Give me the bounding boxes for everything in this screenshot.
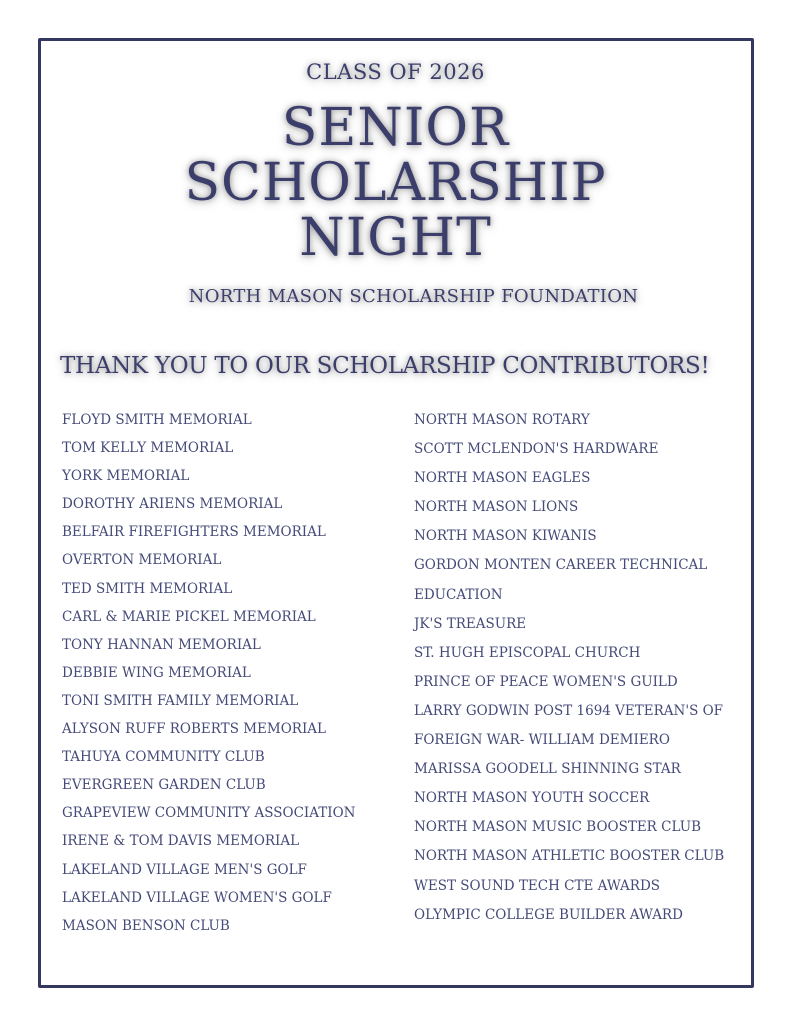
contributor-item: NORTH MASON YOUTH SOCCER bbox=[414, 790, 650, 807]
contributor-item: MASON BENSON CLUB bbox=[62, 917, 230, 934]
contributor-item: LAKELAND VILLAGE MEN'S GOLF bbox=[62, 861, 307, 878]
contributor-item: MARISSA GOODELL SHINNING STAR bbox=[414, 761, 681, 778]
contributor-item: SCOTT MCLENDON'S HARDWARE bbox=[414, 441, 659, 458]
contributor-item: TAHUYA COMMUNITY CLUB bbox=[62, 749, 265, 766]
contributor-item: YORK MEMORIAL bbox=[62, 468, 190, 485]
contributor-item: FOREIGN WAR- WILLIAM DEMIERO bbox=[414, 732, 670, 749]
contributor-item: EDUCATION bbox=[414, 586, 503, 603]
contributor-item: GRAPEVIEW COMMUNITY ASSOCIATION bbox=[62, 805, 356, 822]
contributor-item: WEST SOUND TECH CTE AWARDS bbox=[414, 877, 661, 894]
contributor-item: OLYMPIC COLLEGE BUILDER AWARD bbox=[414, 906, 683, 923]
contributor-item: CARL & MARIE PICKEL MEMORIAL bbox=[62, 608, 316, 625]
contributor-item: TONY HANNAN MEMORIAL bbox=[62, 636, 261, 653]
contributor-item: NORTH MASON ATHLETIC BOOSTER CLUB bbox=[414, 848, 725, 865]
contributor-item: NORTH MASON LIONS bbox=[414, 499, 579, 516]
contributor-item: NORTH MASON ROTARY bbox=[414, 412, 590, 428]
contributor-item: NORTH MASON MUSIC BOOSTER CLUB bbox=[414, 819, 701, 836]
contributor-item: TONI SMITH FAMILY MEMORIAL bbox=[62, 692, 299, 709]
title-line-scholarship: SCHOLARSHIP bbox=[184, 153, 607, 213]
contributor-item: BELFAIR FIREFIGHTERS MEMORIAL bbox=[62, 524, 326, 541]
contributor-item: FLOYD SMITH MEMORIAL bbox=[62, 412, 252, 428]
contributor-item: TOM KELLY MEMORIAL bbox=[62, 440, 234, 457]
foundation-name: NORTH MASON SCHOLARSHIP FOUNDATION bbox=[188, 286, 639, 307]
class-year-heading: CLASS OF 2026 bbox=[306, 60, 485, 84]
contributor-item: DEBBIE WING MEMORIAL bbox=[62, 664, 251, 681]
contributor-item: OVERTON MEMORIAL bbox=[62, 552, 222, 569]
contributor-item: NORTH MASON KIWANIS bbox=[414, 528, 597, 545]
contributor-item: LAKELAND VILLAGE WOMEN'S GOLF bbox=[62, 889, 332, 906]
contributor-item: GORDON MONTEN CAREER TECHNICAL bbox=[414, 557, 708, 574]
contributor-item: NORTH MASON EAGLES bbox=[414, 470, 591, 487]
contributor-item: DOROTHY ARIENS MEMORIAL bbox=[62, 496, 283, 513]
title-line-senior: SENIOR bbox=[281, 98, 510, 158]
contributor-item: ST. HUGH EPISCOPAL CHURCH bbox=[414, 644, 641, 661]
contributor-item: ALYSON RUFF ROBERTS MEMORIAL bbox=[62, 721, 327, 738]
contributor-item: LARRY GODWIN POST 1694 VETERAN'S OF bbox=[414, 702, 724, 719]
contributor-item: JK'S TREASURE bbox=[414, 615, 527, 632]
contributor-item: EVERGREEN GARDEN CLUB bbox=[62, 777, 266, 794]
contributor-item: PRINCE OF PEACE WOMEN'S GUILD bbox=[414, 673, 678, 690]
contributor-item: IRENE & TOM DAVIS MEMORIAL bbox=[62, 833, 300, 850]
title-line-night: NIGHT bbox=[299, 208, 492, 268]
contributors-left-column bbox=[62, 410, 355, 944]
thank-you-heading: THANK YOU TO OUR SCHOLARSHIP CONTRIBUTORS! bbox=[60, 353, 710, 379]
contributor-item: TED SMITH MEMORIAL bbox=[62, 580, 233, 597]
contributors-right-column bbox=[414, 410, 724, 934]
